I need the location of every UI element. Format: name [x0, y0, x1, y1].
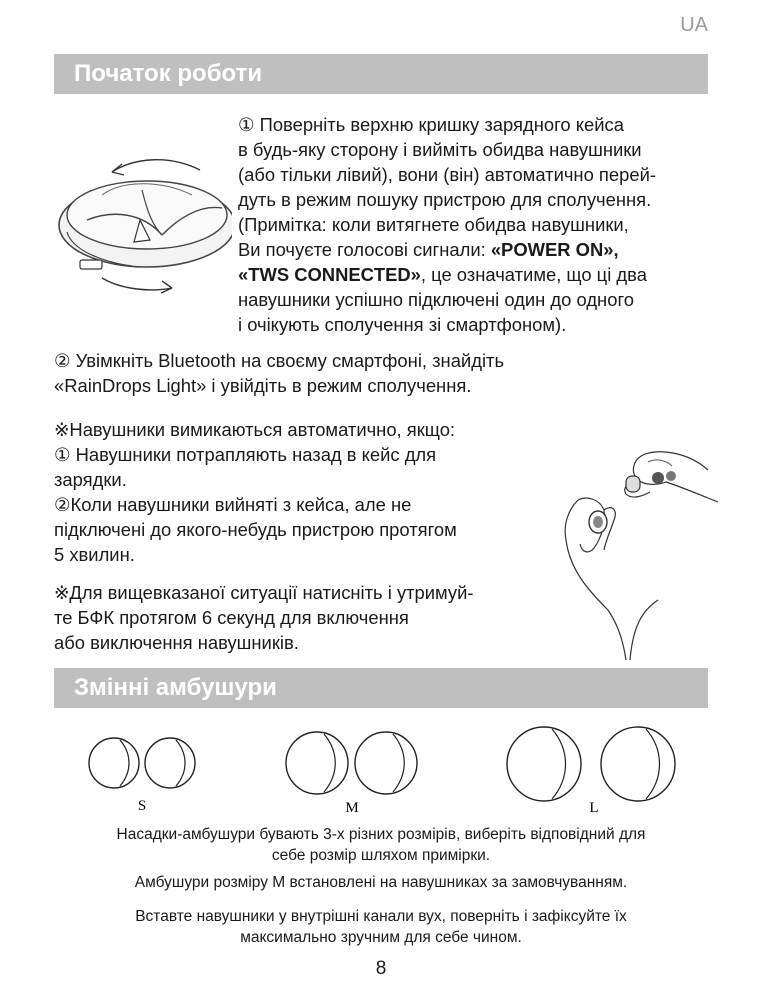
note-line-5: підключені до якого-небудь пристрою протягом: [54, 519, 457, 540]
step2-line-1: ② Увімкніть Bluetooth на своєму смартфоні, знайдіть: [54, 350, 505, 371]
mfb-note: [54, 580, 544, 655]
ear-tip-medium: [286, 732, 417, 794]
language-label: UA: [680, 14, 708, 36]
step1-line-7-text: , це означатиме, що ці два: [420, 264, 647, 285]
sizes-caption-line-1: Насадки-амбушури бувають 3-х різних розмірів, виберіть відповідний для: [116, 826, 646, 843]
note-line-2: ① Навушники потрапляють назад в кейс для: [54, 444, 437, 465]
charging-case-illustration: [42, 150, 232, 300]
size-label-m: M: [345, 800, 359, 816]
step-2-instructions: [54, 348, 714, 398]
step1-line-8: навушники успішно підключені один до одного: [238, 289, 634, 310]
ear-tip-small: [89, 738, 195, 788]
step-1-instructions: [238, 112, 718, 337]
step1-line-9: і очікують сполучення зі смартфоном).: [238, 314, 567, 335]
size-label-s: S: [137, 798, 147, 814]
note2-line-3: або виключення навушників.: [54, 632, 299, 653]
step2-line-2: «RainDrops Light» і увійдіть в режим сполучення.: [54, 375, 472, 396]
note-line-4: ②Коли навушники вийняті з кейса, але не: [54, 494, 412, 515]
insert-caption-line-2: максимально зручним для себе чином.: [240, 929, 522, 946]
note2-line-1: ※Для вищевказаної ситуації натисніть і утримуй-: [54, 582, 474, 603]
tws-connected-signal: «TWS CONNECTED»: [238, 264, 421, 285]
power-on-signal: «POWER ON»,: [490, 239, 619, 260]
step1-line-5: (Примітка: коли витягнете обидва навушники,: [238, 214, 629, 235]
default-size-caption: Амбушури розміру M встановлені на навушниках за замовчуванням.: [134, 874, 628, 891]
hands-illustration: [548, 440, 718, 660]
auto-off-note: [54, 417, 544, 567]
section-title-ear-tips: Змінні амбушури: [54, 668, 708, 708]
note-line-3: зарядки.: [54, 469, 127, 490]
note-line-6: 5 хвилин.: [54, 544, 135, 565]
step1-line-6: [238, 237, 718, 262]
section-title-getting-started: Початок роботи: [54, 54, 708, 94]
ear-tip-large: [507, 727, 675, 801]
insert-caption-line-1: Вставте навушники у внутрішні канали вух, поверніть і зафіксуйте їх: [135, 908, 627, 925]
size-label-l: L: [589, 800, 599, 816]
sizes-caption-line-2: себе розмір шляхом примірки.: [271, 847, 491, 864]
page-number: 8: [375, 958, 387, 979]
step1-line-1: ① Поверніть верхню кришку зарядного кейса: [238, 114, 624, 135]
ear-tip-sizes-diagram: [54, 718, 708, 818]
step1-line-7: [238, 262, 718, 287]
insert-caption: [0, 906, 762, 948]
step1-line-4: дуть в режим пошуку пристрою для сполучення.: [238, 189, 652, 210]
sizes-caption: [0, 824, 762, 866]
note-line-1: ※Навушники вимикаються автоматично, якщо:: [54, 419, 456, 440]
step1-line-3: (або тільки лівий), вони (він) автоматично перей-: [238, 164, 656, 185]
step1-line-2: в будь-яку сторону і вийміть обидва навушники: [238, 139, 642, 160]
note2-line-2: те БФК протягом 6 секунд для включення: [54, 607, 409, 628]
step1-line-6-text: Ви почуєте голосові сигнали:: [238, 239, 491, 260]
